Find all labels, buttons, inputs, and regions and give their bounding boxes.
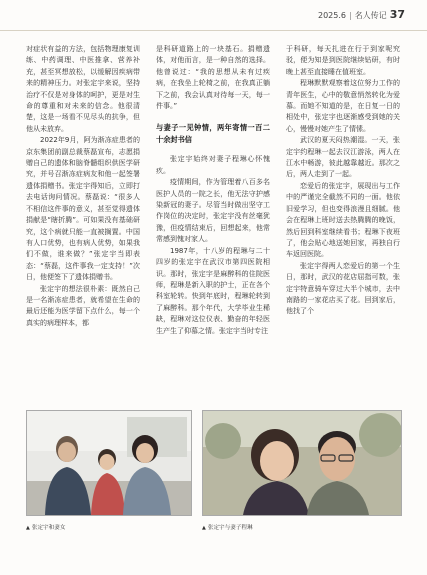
- text-column-3: [286, 44, 400, 389]
- paragraph: 2022年9月，阿为渐冻症患者的京东集团前副总裁蔡磊宣布，志愿捐赠自己的遗体和脑脊髓组织供医学研究，并号召渐冻症病友和他一起签署遗体捐赠书。张定宇得知后，立即打去电话询问情况。蔡磊说：“很多人不相信这件事的意义，甚至觉得遗体捐献是“瞎折腾”。可如果没有基础研究，这个病就只能一直被搁置。中国有人口优势，也有病人优势，如果我们不做，谁来做？”张定宇当即表态：“蔡磊，这件事我一定支持！”次日，他便签下了遗体捐赠书。: [26, 136, 140, 282]
- section-heading: 与妻子一见钟情，两年寄情一百二十余封书信: [156, 123, 270, 145]
- paragraph: 张定宇的想法很朴素：既然自己是一名渐冻症患者，就希望在生命的最后还能为医学留下点什么，每一个真实的病理样本，都: [26, 284, 140, 327]
- paragraph: 张定宇始终对妻子程琳心怀愧疚。: [156, 155, 270, 175]
- couple-photo: [202, 410, 402, 516]
- header-info: 2025.6 | 名人传记 37: [317, 8, 405, 21]
- paragraph: 程琳默默观察着这位努力工作的青年医生，心中的敬意悄然转化为爱慕。而她不知道的是，在日复一日的相处中，张定宇也逐渐感受到她的关心，慢慢对她产生了情愫。: [286, 79, 400, 133]
- family-photo: [26, 410, 192, 516]
- paragraph: 是科研道路上的一块基石。捐赠遗体，对他而言，是一种自然的选择。他曾说过：“我的思想从未有过疾病，在我坐上轮椅之前，在我真正躺下之前，我会认真对待每一天，每一件事。”: [156, 45, 270, 111]
- triangle-marker-icon: ▲: [26, 525, 30, 531]
- page-number: 37: [389, 8, 405, 21]
- text-column-1: [26, 44, 140, 389]
- triangle-marker-icon: ▲: [202, 525, 206, 531]
- paragraph: 恋爱后的张定宇，展现出与工作中的严谨完全截然不同的一面。他依旧爱学习，但也变得浪漫且细腻。他会在程琳上班时送去热腾腾的晚饭，然后回到科室继续看书；程琳下夜班了，他会贴心地送她回家，再独自行车返回医院。: [286, 181, 400, 259]
- text-column-2: [156, 44, 270, 389]
- paragraph: 张定宇得两人恋爱后的第一个生日，那时，武汉的花店屈指可数，张定宇特意骑车穿过大半个城市，去中南路的一家花店买了花。回到家后，他找了个: [286, 261, 400, 316]
- paragraph: 于科研，每天扎进在行于到家呢究驳，便为知是到医院继续钻研，有时晚上甚至直接睡在值班室。: [286, 45, 400, 76]
- paragraph: 疫情期间，作为管理着八百多名医护人员的一院之长，他无法守护感染新冠的妻子。尽管当时做出坚守工作岗位的决定时，张定宇没有丝毫犹豫，但疫情结束后，回想起来，他常常感到愧对家人。: [156, 178, 270, 244]
- photo-caption: ▲ 张定宇与妻子程琳: [202, 525, 253, 531]
- section-name: 名人传记: [354, 11, 387, 20]
- issue-number: 2025.6: [317, 11, 346, 20]
- photo-caption: ▲ 张定宇和妻女: [26, 525, 66, 531]
- paragraph: 对症状有益的方法，包括物理康复训练、中药调理、中医推拿、营养补充，甚至冥想放松，以缓解因疾病带来的精神压力。对张定宇来说，坚持治疗不仅是对身体的呵护，更是对生命的尊重和对未来的信念。他很清楚，这是一场看不见尽头的抗争，但他从未放弃。: [26, 45, 140, 133]
- page-header: [0, 0, 427, 31]
- paragraph: 武汉的夏天闷热潮湿。一天，张定宇约程琳一起去汉江游泳，两人在江水中畅游，彼此越靠越近。那次之后，两人走到了一起。: [286, 136, 400, 179]
- paragraph: 1987年，十八岁的程琳与二十四岁的张定宇在武汉市第四医院相识。那时，张定宇是麻醉科的住院医师，程琳是新入职的护士，正在各个科室轮转。快到年底时，程琳轮转到了麻醉科。那个年代，大学毕业生稀缺，程琳对这位仪表、勤奋的年轻医生产生了仰慕之情。张定宇当时专注: [156, 246, 270, 335]
